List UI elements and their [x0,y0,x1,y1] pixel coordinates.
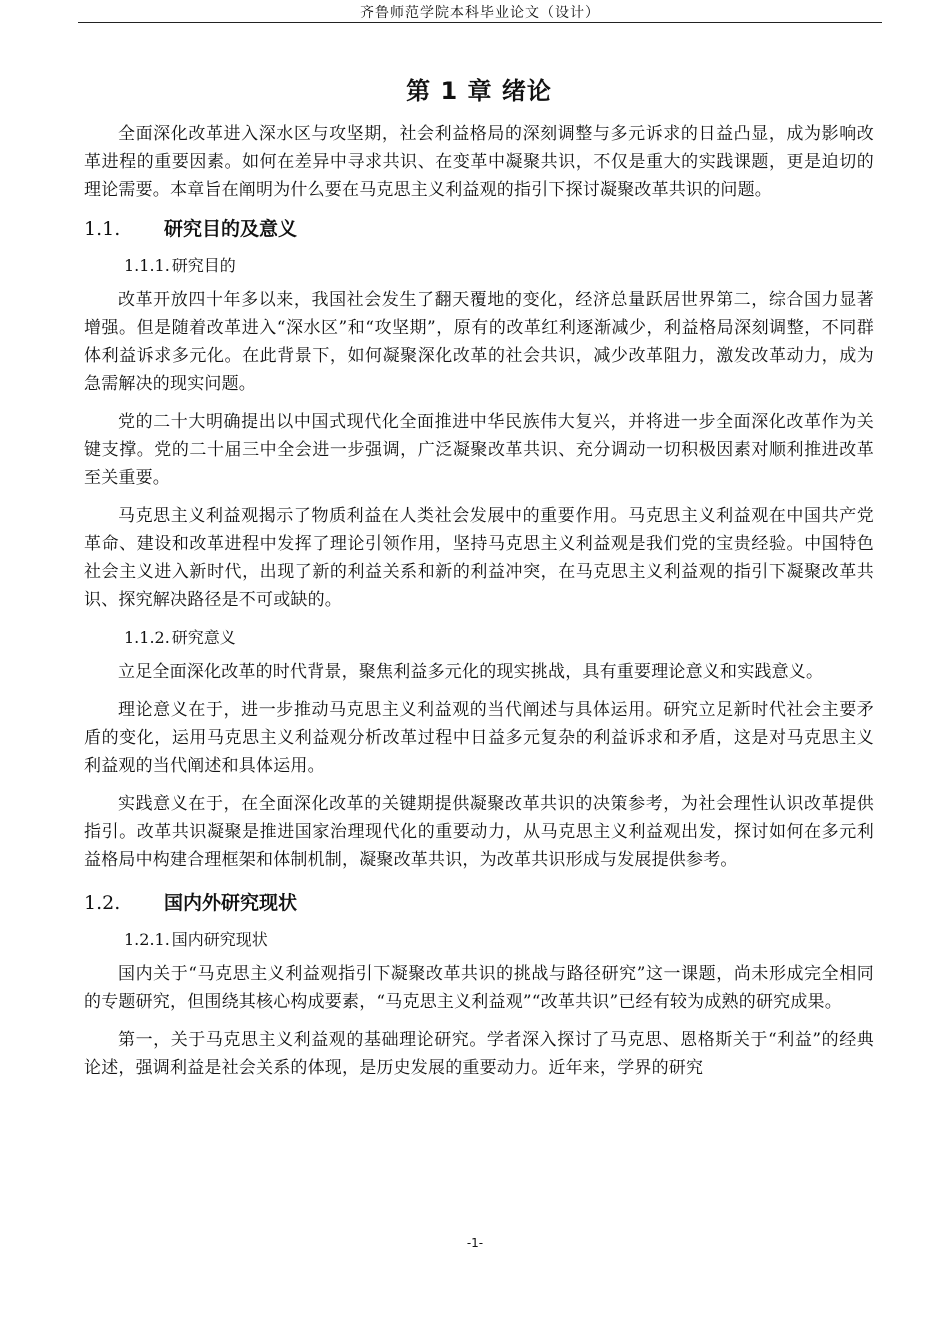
page-body [84,74,874,1082]
paragraph: 第一，关于马克思主义利益观的基础理论研究。学者深入探讨了马克思、恩格斯关于“利益”的经典论述，强调利益是社会关系的体现，是历史发展的重要动力。近年来，学界的研究 [84,1030,874,1078]
subsection-number: 1.1.1. [124,256,170,275]
subsection-number: 1.2.1. [124,930,170,949]
section-heading-1-2 [84,888,874,918]
running-header: 齐鲁师范学院本科毕业论文（设计） [360,5,600,21]
chapter-title: 第 1 章 绪论 [406,77,552,105]
paragraph: 实践意义在于，在全面深化改革的关键期提供凝聚改革共识的决策参考，为社会理性认识改革提供指引。改革共识凝聚是推进国家治理现代化的重要动力，从马克思主义利益观出发，探讨如何在多元利益格局中构建合理框架和体制机制，凝聚改革共识，为改革共识形成与发展提供参考。 [84,794,874,870]
paragraph: 国内关于“马克思主义利益观指引下凝聚改革共识的挑战与路径研究”这一课题，尚未形成完全相同的专题研究，但围绕其核心构成要素，“马克思主义利益观”“改革共识”已经有较为成熟的研究成果。 [84,964,874,1012]
section-title: 国内外研究现状 [164,892,298,914]
paragraph: 立足全面深化改革的时代背景，聚焦利益多元化的现实挑战，具有重要理论意义和实践意义。 [118,662,824,682]
chapter-intro: 全面深化改革进入深水区与攻坚期，社会利益格局的深刻调整与多元诉求的日益凸显，成为影响改革进程的重要因素。如何在差异中寻求共识、在变革中凝聚共识，不仅是重大的实践课题，更是迫切的理论需要。本章旨在阐明为什么要在马克思主义利益观的指引下探讨凝聚改革共识的问题。 [84,124,874,200]
paragraph: 马克思主义利益观揭示了物质利益在人类社会发展中的重要作用。马克思主义利益观在中国共产党革命、建设和改革进程中发挥了理论引领作用，坚持马克思主义利益观是我们党的宝贵经验。中国特色社会主义进入新时代，出现了新的利益关系和新的利益冲突，在马克思主义利益观的指引下凝聚改革共识、探究解决路径是不可或缺的。 [84,506,874,610]
section-number: 1.2. [84,892,121,914]
subsection-heading-1-2-1 [124,926,874,954]
subsection-heading-1-1-2 [124,624,874,652]
subsection-number: 1.1.2. [124,628,170,647]
header-rule [78,22,882,23]
page-number: -1- [466,1236,484,1250]
subsection-title: 研究目的 [171,256,236,275]
paragraph: 改革开放四十年多以来，我国社会发生了翻天覆地的变化，经济总量跃居世界第二，综合国力显著增强。但是随着改革进入“深水区”和“攻坚期”，原有的改革红利逐渐减少，利益格局深刻调整，不同群体利益诉求多元化。在此背景下，如何凝聚深化改革的社会共识，减少改革阻力，激发改革动力，成为急需解决的现实问题。 [84,290,874,394]
subsection-title: 研究意义 [171,628,236,647]
section-number: 1.1. [84,218,121,240]
subsection-heading-1-1-1 [124,252,874,280]
paragraph: 理论意义在于，进一步推动马克思主义利益观的当代阐述与具体运用。研究立足新时代社会主要矛盾的变化，运用马克思主义利益观分析改革过程中日益多元复杂的利益诉求和矛盾，这是对马克思主义利益观的当代阐述和具体运用。 [84,700,874,776]
section-heading-1-1 [84,214,874,244]
paragraph: 党的二十大明确提出以中国式现代化全面推进中华民族伟大复兴，并将进一步全面深化改革作为关键支撑。党的二十届三中全会进一步强调，广泛凝聚改革共识、充分调动一切积极因素对顺利推进改革至关重要。 [84,412,874,488]
section-title: 研究目的及意义 [164,218,298,240]
subsection-title: 国内研究现状 [171,930,268,949]
